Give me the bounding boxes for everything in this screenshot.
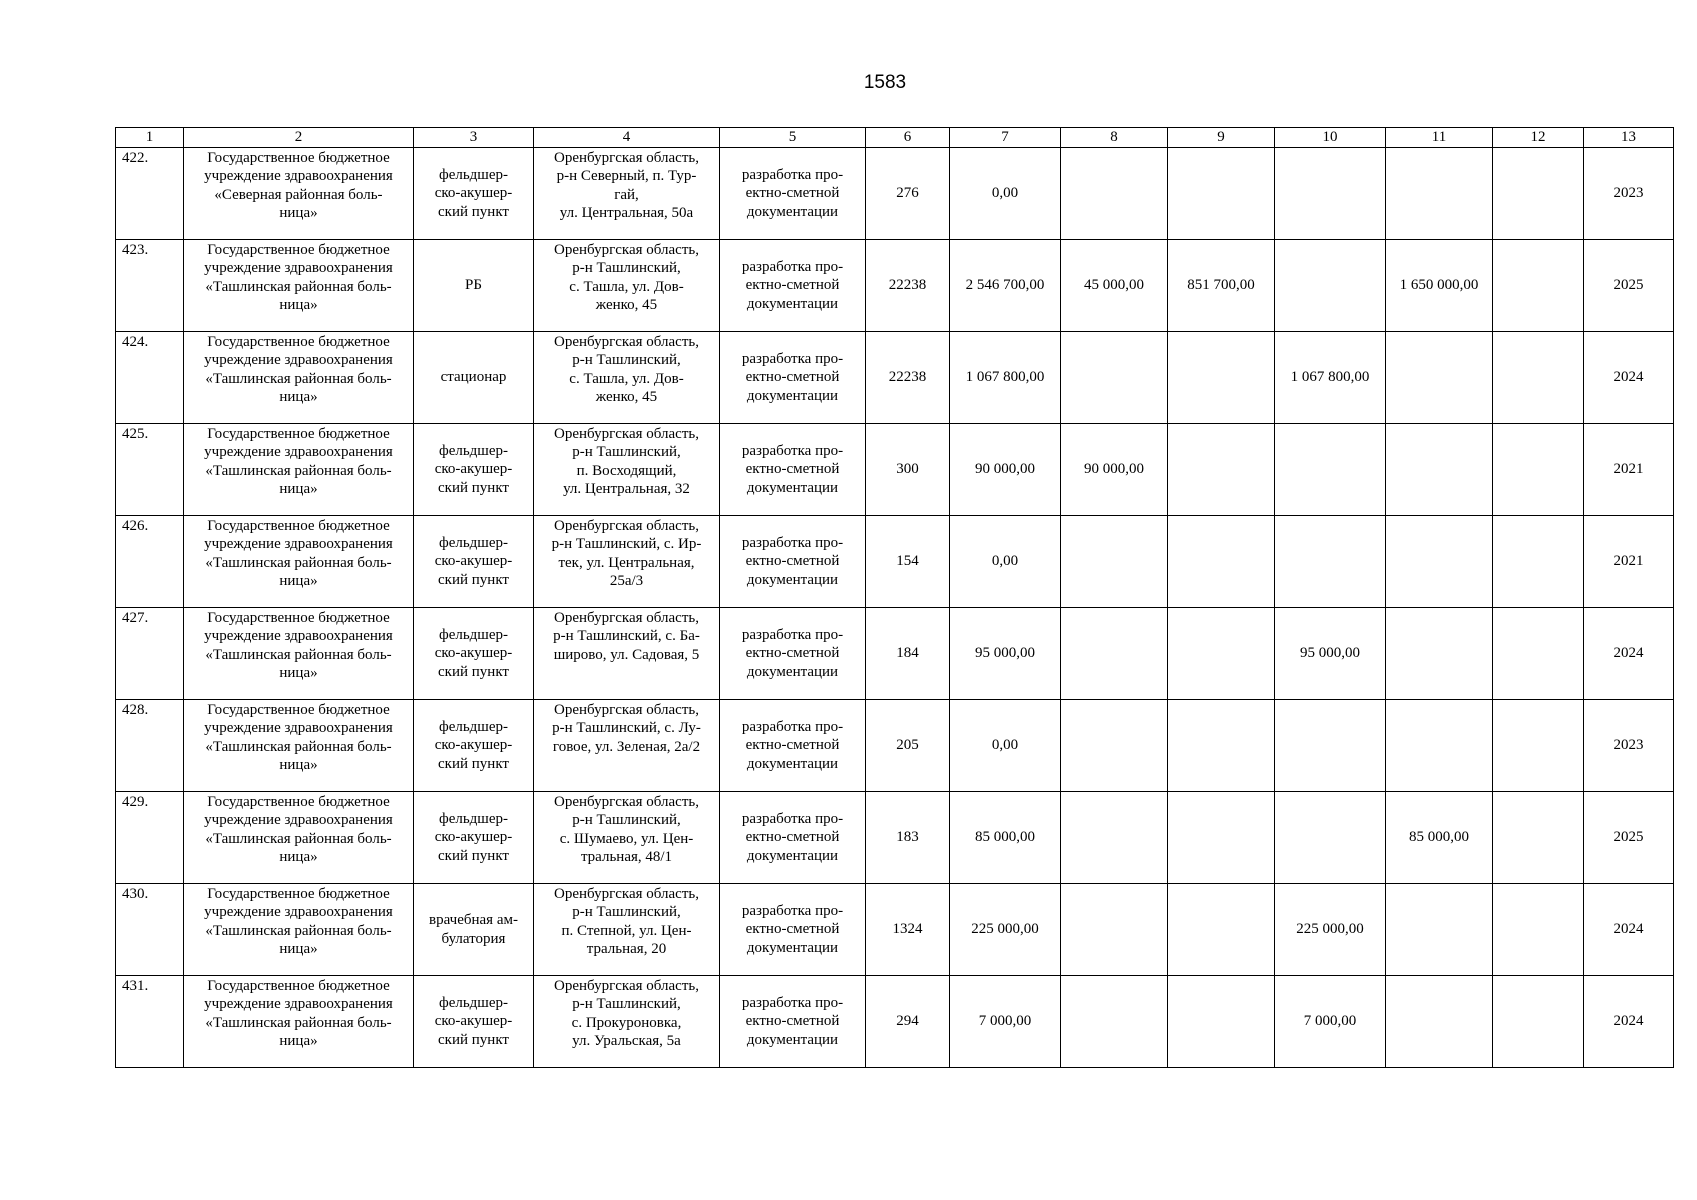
table-row	[116, 608, 1674, 700]
cell-col-13: 2025	[1584, 792, 1674, 884]
cell-col-7: 2 546 700,00	[950, 240, 1061, 332]
cell-col-10: 1 067 800,00	[1275, 332, 1386, 424]
cell-col-7: 95 000,00	[950, 608, 1061, 700]
cell-col-11	[1386, 332, 1493, 424]
organization-name: Государственное бюджетное учреждение здравоохранения «Ташлинская районная боль- ница»	[184, 608, 414, 700]
cell-col-9	[1168, 976, 1275, 1068]
cell-col-12	[1493, 976, 1584, 1068]
facility-address: Оренбургская область, р-н Ташлинский, п. Восходящий, ул. Центральная, 32	[534, 424, 720, 516]
row-number: 429.	[116, 792, 184, 884]
column-header: 4	[534, 128, 720, 148]
facility-type: фельдшер- ско-акушер- ский пункт	[414, 608, 534, 700]
cell-col-6: 22238	[866, 240, 950, 332]
facility-address: Оренбургская область, р-н Ташлинский, с. Шумаево, ул. Цен- тральная, 48/1	[534, 792, 720, 884]
organization-name: Государственное бюджетное учреждение здравоохранения «Ташлинская районная боль- ница»	[184, 792, 414, 884]
work-type: разработка про- ектно-сметной документации	[720, 884, 866, 976]
cell-col-9: 851 700,00	[1168, 240, 1275, 332]
facility-type: стационар	[414, 332, 534, 424]
cell-col-12	[1493, 424, 1584, 516]
cell-col-12	[1493, 516, 1584, 608]
cell-col-7: 0,00	[950, 148, 1061, 240]
cell-col-10	[1275, 240, 1386, 332]
column-header: 9	[1168, 128, 1275, 148]
facility-type: РБ	[414, 240, 534, 332]
facility-address: Оренбургская область, р-н Ташлинский, п. Степной, ул. Цен- тральная, 20	[534, 884, 720, 976]
facility-address: Оренбургская область, р-н Ташлинский, с. Ир- тек, ул. Центральная, 25а/3	[534, 516, 720, 608]
column-number-row	[116, 128, 1674, 148]
cell-col-13: 2023	[1584, 148, 1674, 240]
facility-type: фельдшер- ско-акушер- ский пункт	[414, 976, 534, 1068]
cell-col-12	[1493, 148, 1584, 240]
cell-col-11	[1386, 608, 1493, 700]
column-header: 11	[1386, 128, 1493, 148]
cell-col-12	[1493, 700, 1584, 792]
cell-col-10: 225 000,00	[1275, 884, 1386, 976]
cell-col-13: 2025	[1584, 240, 1674, 332]
cell-col-7: 0,00	[950, 516, 1061, 608]
cell-col-12	[1493, 792, 1584, 884]
cell-col-11: 1 650 000,00	[1386, 240, 1493, 332]
cell-col-13: 2021	[1584, 516, 1674, 608]
cell-col-10	[1275, 424, 1386, 516]
work-type: разработка про- ектно-сметной документации	[720, 792, 866, 884]
facility-address: Оренбургская область, р-н Ташлинский, с. Лу- говое, ул. Зеленая, 2а/2	[534, 700, 720, 792]
cell-col-9	[1168, 792, 1275, 884]
organization-name: Государственное бюджетное учреждение здравоохранения «Ташлинская районная боль- ница»	[184, 424, 414, 516]
cell-col-11	[1386, 148, 1493, 240]
row-number: 423.	[116, 240, 184, 332]
facility-type: фельдшер- ско-акушер- ский пункт	[414, 792, 534, 884]
work-type: разработка про- ектно-сметной документации	[720, 332, 866, 424]
row-number: 427.	[116, 608, 184, 700]
work-type: разработка про- ектно-сметной документации	[720, 516, 866, 608]
cell-col-11	[1386, 424, 1493, 516]
cell-col-12	[1493, 332, 1584, 424]
organization-name: Государственное бюджетное учреждение здравоохранения «Ташлинская районная боль- ница»	[184, 240, 414, 332]
cell-col-11	[1386, 976, 1493, 1068]
cell-col-11	[1386, 884, 1493, 976]
table-row	[116, 976, 1674, 1068]
cell-col-7: 7 000,00	[950, 976, 1061, 1068]
cell-col-10	[1275, 516, 1386, 608]
column-header: 7	[950, 128, 1061, 148]
cell-col-8: 90 000,00	[1061, 424, 1168, 516]
table-row	[116, 148, 1674, 240]
organization-name: Государственное бюджетное учреждение здравоохранения «Ташлинская районная боль- ница»	[184, 516, 414, 608]
cell-col-8	[1061, 608, 1168, 700]
column-header: 5	[720, 128, 866, 148]
table-row	[116, 700, 1674, 792]
facility-address: Оренбургская область, р-н Ташлинский, с. Ташла, ул. Дов- женко, 45	[534, 240, 720, 332]
row-number: 428.	[116, 700, 184, 792]
organization-name: Государственное бюджетное учреждение здравоохранения «Ташлинская районная боль- ница»	[184, 976, 414, 1068]
column-header: 6	[866, 128, 950, 148]
cell-col-8: 45 000,00	[1061, 240, 1168, 332]
cell-col-7: 85 000,00	[950, 792, 1061, 884]
table-row	[116, 240, 1674, 332]
cell-col-6: 205	[866, 700, 950, 792]
facility-type: фельдшер- ско-акушер- ский пункт	[414, 700, 534, 792]
page-number: 1583	[863, 72, 907, 93]
cell-col-7: 1 067 800,00	[950, 332, 1061, 424]
table-row	[116, 424, 1674, 516]
registry-table	[115, 127, 1674, 1068]
cell-col-8	[1061, 884, 1168, 976]
work-type: разработка про- ектно-сметной документации	[720, 700, 866, 792]
cell-col-12	[1493, 240, 1584, 332]
cell-col-6: 294	[866, 976, 950, 1068]
cell-col-8	[1061, 516, 1168, 608]
cell-col-6: 1324	[866, 884, 950, 976]
cell-col-12	[1493, 608, 1584, 700]
row-number: 425.	[116, 424, 184, 516]
cell-col-9	[1168, 148, 1275, 240]
cell-col-7: 225 000,00	[950, 884, 1061, 976]
organization-name: Государственное бюджетное учреждение здравоохранения «Северная районная боль- ница»	[184, 148, 414, 240]
cell-col-13: 2024	[1584, 332, 1674, 424]
cell-col-8	[1061, 792, 1168, 884]
work-type: разработка про- ектно-сметной документации	[720, 424, 866, 516]
cell-col-10	[1275, 792, 1386, 884]
organization-name: Государственное бюджетное учреждение здравоохранения «Ташлинская районная боль- ница»	[184, 332, 414, 424]
table-row	[116, 516, 1674, 608]
column-header: 3	[414, 128, 534, 148]
work-type: разработка про- ектно-сметной документации	[720, 976, 866, 1068]
row-number: 426.	[116, 516, 184, 608]
cell-col-8	[1061, 148, 1168, 240]
cell-col-8	[1061, 976, 1168, 1068]
work-type: разработка про- ектно-сметной документации	[720, 240, 866, 332]
facility-address: Оренбургская область, р-н Ташлинский, с. Ба- широво, ул. Садовая, 5	[534, 608, 720, 700]
column-header: 1	[116, 128, 184, 148]
table-row	[116, 332, 1674, 424]
cell-col-10: 95 000,00	[1275, 608, 1386, 700]
work-type: разработка про- ектно-сметной документации	[720, 148, 866, 240]
table-body	[116, 148, 1674, 1068]
row-number: 431.	[116, 976, 184, 1068]
cell-col-9	[1168, 516, 1275, 608]
row-number: 424.	[116, 332, 184, 424]
cell-col-9	[1168, 332, 1275, 424]
cell-col-13: 2021	[1584, 424, 1674, 516]
cell-col-13: 2024	[1584, 608, 1674, 700]
table-row	[116, 792, 1674, 884]
cell-col-11: 85 000,00	[1386, 792, 1493, 884]
cell-col-10	[1275, 700, 1386, 792]
column-header: 10	[1275, 128, 1386, 148]
cell-col-10	[1275, 148, 1386, 240]
row-number: 430.	[116, 884, 184, 976]
cell-col-12	[1493, 884, 1584, 976]
facility-type: фельдшер- ско-акушер- ский пункт	[414, 148, 534, 240]
cell-col-11	[1386, 516, 1493, 608]
facility-address: Оренбургская область, р-н Северный, п. Тур- гай, ул. Центральная, 50а	[534, 148, 720, 240]
cell-col-9	[1168, 424, 1275, 516]
facility-address: Оренбургская область, р-н Ташлинский, с. Ташла, ул. Дов- женко, 45	[534, 332, 720, 424]
cell-col-6: 276	[866, 148, 950, 240]
cell-col-6: 300	[866, 424, 950, 516]
column-header: 2	[184, 128, 414, 148]
facility-type: фельдшер- ско-акушер- ский пункт	[414, 516, 534, 608]
cell-col-8	[1061, 332, 1168, 424]
row-number: 422.	[116, 148, 184, 240]
cell-col-9	[1168, 884, 1275, 976]
cell-col-13: 2024	[1584, 976, 1674, 1068]
table-row	[116, 884, 1674, 976]
cell-col-6: 183	[866, 792, 950, 884]
column-header: 12	[1493, 128, 1584, 148]
organization-name: Государственное бюджетное учреждение здравоохранения «Ташлинская районная боль- ница»	[184, 700, 414, 792]
cell-col-9	[1168, 700, 1275, 792]
cell-col-7: 90 000,00	[950, 424, 1061, 516]
organization-name: Государственное бюджетное учреждение здравоохранения «Ташлинская районная боль- ница»	[184, 884, 414, 976]
cell-col-7: 0,00	[950, 700, 1061, 792]
column-header: 8	[1061, 128, 1168, 148]
cell-col-9	[1168, 608, 1275, 700]
cell-col-13: 2024	[1584, 884, 1674, 976]
work-type: разработка про- ектно-сметной документации	[720, 608, 866, 700]
cell-col-10: 7 000,00	[1275, 976, 1386, 1068]
cell-col-11	[1386, 700, 1493, 792]
facility-address: Оренбургская область, р-н Ташлинский, с. Прокуроновка, ул. Уральская, 5а	[534, 976, 720, 1068]
cell-col-6: 22238	[866, 332, 950, 424]
facility-type: врачебная ам- булатория	[414, 884, 534, 976]
cell-col-8	[1061, 700, 1168, 792]
cell-col-6: 184	[866, 608, 950, 700]
column-header: 13	[1584, 128, 1674, 148]
facility-type: фельдшер- ско-акушер- ский пункт	[414, 424, 534, 516]
cell-col-13: 2023	[1584, 700, 1674, 792]
cell-col-6: 154	[866, 516, 950, 608]
